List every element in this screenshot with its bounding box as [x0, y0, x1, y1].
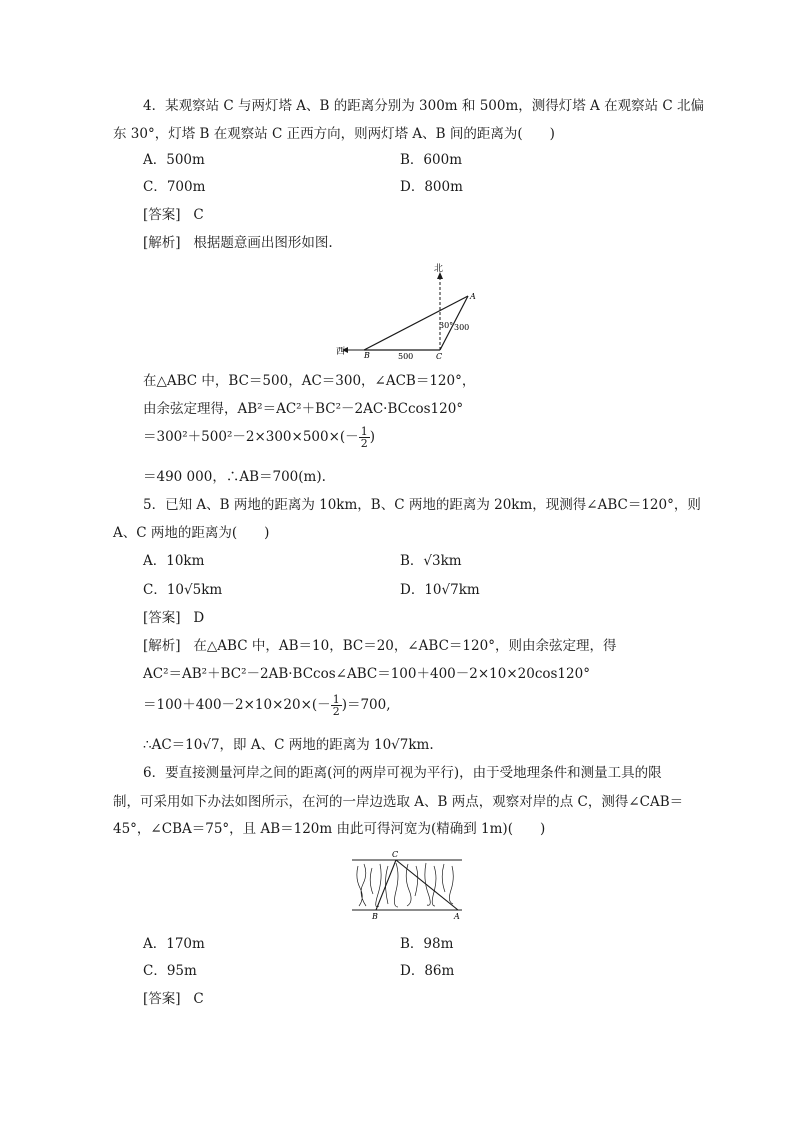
solution-text: ＝300²＋500²－2×300×500×(－	[143, 429, 359, 445]
fraction-numerator: 1	[332, 693, 340, 706]
q4-figure	[336, 262, 484, 360]
fraction	[359, 426, 370, 449]
q5-analysis	[143, 640, 616, 654]
q5-solution-3: ∴AC＝10√7，即 A、C 两地的距离为 10√7km.	[143, 737, 434, 753]
q6-answer	[143, 993, 204, 1007]
q4-solution-1: 在△ABC 中，BC＝500，AC＝300，∠ACB＝120°，	[143, 373, 476, 389]
fraction	[331, 694, 342, 717]
fraction-denominator: 2	[332, 705, 340, 718]
north-label: 北	[434, 264, 444, 274]
q4-option-d: D．800m	[400, 179, 463, 195]
q5-answer	[143, 612, 204, 626]
point-b-label: B	[364, 351, 370, 360]
analysis-tag: [解析]	[143, 638, 181, 654]
answer-value: C	[193, 991, 204, 1007]
analysis-tag: [解析]	[143, 235, 181, 251]
bc-length: 500	[398, 352, 414, 360]
q6-option-b: B．98m	[400, 936, 454, 952]
answer-value: D	[193, 610, 205, 626]
q6-line-1: 6．要直接测量河岸之间的距离(河的两岸可视为平行)，由于受地理条件和测量工具的限	[143, 765, 662, 781]
q4-line-2: 东 30°，灯塔 B 在观察站 C 正西方向，则两灯塔 A、B 间的距离为( )	[113, 126, 555, 142]
answer-tag: [答案]	[143, 991, 181, 1007]
solution-text: )＝700,	[341, 697, 391, 713]
point-a-label: A	[470, 292, 476, 301]
q4-solution-3	[143, 426, 375, 449]
q5-line-2: A、C 两地的距离为( )	[113, 525, 270, 541]
q4-line-1: 4．某观察站 C 与两灯塔 A、B 的距离分别为 300m 和 500m，测得灯塔 A 在观察站 C 北偏	[143, 98, 705, 114]
point-b-label: B	[372, 912, 378, 921]
fraction-denominator: 2	[360, 437, 368, 450]
q5-option-c: C．10√5km	[143, 582, 223, 598]
q5-option-a: A．10km	[143, 553, 205, 569]
solution-text: )	[369, 429, 375, 445]
q4-analysis	[143, 237, 333, 251]
point-c-label: C	[392, 850, 399, 859]
solution-text: ＝100＋400－2×10×20×(－	[143, 697, 331, 713]
q4-option-a: A．500m	[143, 152, 205, 168]
q5-solution-1: AC²＝AB²＋BC²－2AB·BCcos∠ABC＝100＋400－2×10×20cos120°	[143, 666, 590, 682]
q4-option-b: B．600m	[400, 152, 462, 168]
point-c-label: C	[436, 352, 443, 360]
q5-line-1: 5．已知 A、B 两地的距离为 10km，B、C 两地的距离为 20km，现测得∠ABC＝120°，则	[143, 497, 701, 513]
fraction-numerator: 1	[360, 425, 368, 438]
q6-option-c: C．95m	[143, 963, 197, 979]
west-label: 西	[336, 347, 346, 357]
q5-solution-2	[143, 694, 391, 717]
q6-river-figure	[350, 848, 465, 922]
ac-length: 300	[454, 323, 470, 332]
q6-line-3: 45°，∠CBA＝75°，且 AB＝120m 由此可得河宽为(精确到 1m)( )	[113, 821, 546, 837]
analysis-text: 根据题意画出图形如图.	[193, 235, 333, 251]
q4-solution-2: 由余弦定理得，AB²＝AC²＋BC²－2AC·BCcos120°	[143, 401, 464, 417]
q4-answer	[143, 209, 204, 223]
answer-value: C	[193, 207, 204, 223]
q4-option-c: C．700m	[143, 179, 206, 195]
q5-option-d: D．10√7km	[400, 582, 480, 598]
q4-solution-4: ＝490 000，∴AB＝700(m).	[143, 469, 326, 485]
analysis-text: 在△ABC 中，AB＝10，BC＝20，∠ABC＝120°，则由余弦定理，得	[193, 638, 617, 654]
answer-tag: [答案]	[143, 207, 181, 223]
point-a-label: A	[454, 912, 460, 921]
q6-option-d: D．86m	[400, 963, 455, 979]
angle-label: 30°	[439, 321, 454, 330]
q5-option-b: B．√3km	[400, 553, 462, 569]
q6-line-2: 制，可采用如下办法如图所示，在河的一岸边选取 A、B 两点，观察对岸的点 C，测得∠CAB＝	[113, 794, 684, 810]
q6-option-a: A．170m	[143, 936, 205, 952]
answer-tag: [答案]	[143, 610, 181, 626]
